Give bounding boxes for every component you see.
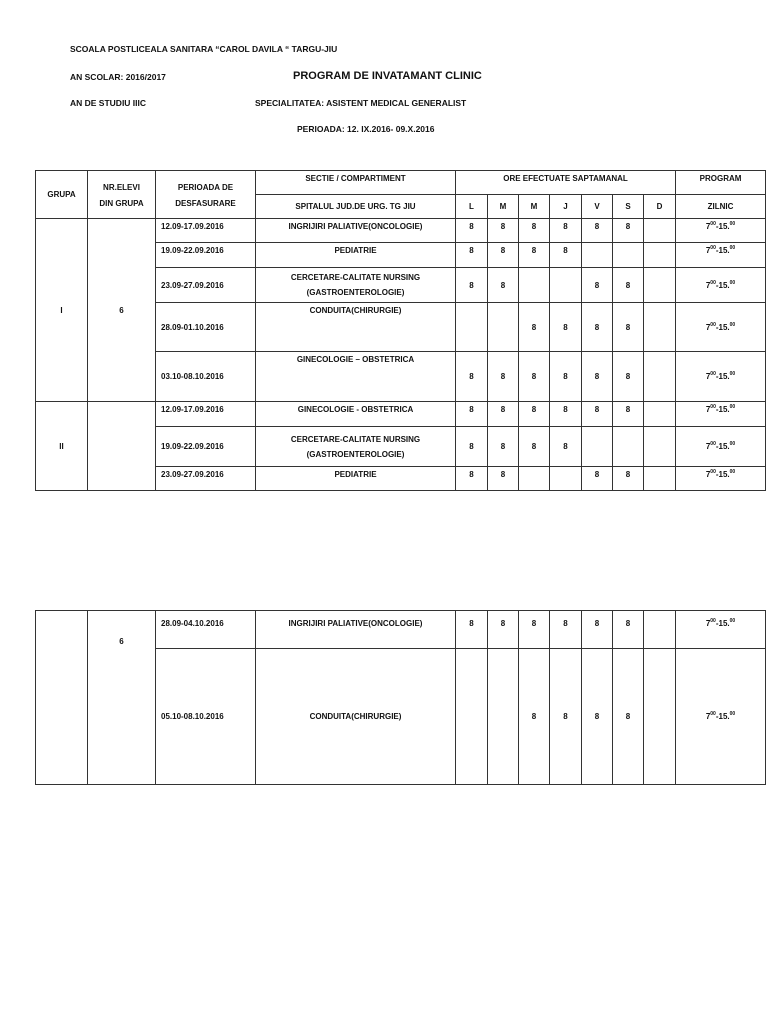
hour-cell — [613, 243, 644, 268]
hour-cell — [644, 402, 676, 427]
row-section: PEDIATRIE — [256, 243, 456, 268]
schedule-table-2 — [35, 610, 766, 785]
hour-cell: 8 — [456, 427, 488, 467]
col-perioada: PERIOADA DE DESFASURARE — [156, 171, 256, 219]
hour-cell: 8 — [582, 402, 613, 427]
hour-cell: 8 — [550, 219, 582, 243]
row-period: 23.09-27.09.2016 — [156, 268, 256, 303]
hour-cell: 8 — [519, 402, 550, 427]
hour-cell: 8 — [613, 268, 644, 303]
hour-cell — [456, 649, 488, 785]
table-row — [36, 402, 766, 427]
row-period: 28.09-01.10.2016 — [156, 303, 256, 352]
hour-cell: 8 — [488, 268, 519, 303]
col-zilnic: ZILNIC — [676, 195, 766, 219]
hour-cell — [644, 268, 676, 303]
hour-cell — [644, 649, 676, 785]
hour-cell: 8 — [613, 402, 644, 427]
row-section: CONDUITA(CHIRURGIE) — [256, 303, 456, 352]
hour-cell: 8 — [456, 243, 488, 268]
hour-cell: 8 — [613, 467, 644, 491]
row-section: PEDIATRIE — [256, 467, 456, 491]
row-period: 03.10-08.10.2016 — [156, 352, 256, 402]
hour-cell: 8 — [582, 268, 613, 303]
hour-cell — [644, 467, 676, 491]
hour-cell — [550, 268, 582, 303]
hour-cell: 8 — [613, 303, 644, 352]
hour-cell: 8 — [519, 611, 550, 649]
row-section: INGRIJIRI PALIATIVE(ONCOLOGIE) — [256, 219, 456, 243]
day-m1: M — [488, 195, 519, 219]
hour-cell: 8 — [456, 611, 488, 649]
day-l: L — [456, 195, 488, 219]
row-section: GINECOLOGIE – OBSTETRICA — [256, 352, 456, 402]
hour-cell: 8 — [519, 352, 550, 402]
daily-program: $7^{00}-15.00$ — [676, 467, 766, 491]
daily-program: $7^{00}-15.00$ — [676, 219, 766, 243]
hour-cell: 8 — [550, 611, 582, 649]
hour-cell — [644, 219, 676, 243]
hour-cell — [456, 303, 488, 352]
school-year: AN SCOLAR: 2016/2017 — [70, 72, 166, 82]
hour-cell: 8 — [582, 467, 613, 491]
daily-program: $7^{00}-15.00$ — [676, 243, 766, 268]
hour-cell: 8 — [519, 303, 550, 352]
group-count — [88, 402, 156, 491]
hour-cell — [488, 649, 519, 785]
hour-cell — [519, 467, 550, 491]
daily-program: $7^{00}-15.00$ — [676, 427, 766, 467]
hour-cell: 8 — [613, 219, 644, 243]
hour-cell: 8 — [582, 352, 613, 402]
table-row — [36, 219, 766, 243]
row-period: 28.09-04.10.2016 — [156, 611, 256, 649]
row-period: 23.09-27.09.2016 — [156, 467, 256, 491]
row-section: CONDUITA(CHIRURGIE) — [256, 649, 456, 785]
row-period: 19.09-22.09.2016 — [156, 243, 256, 268]
group-count: 6 — [88, 219, 156, 402]
table-row — [36, 611, 766, 649]
row-section: CERCETARE-CALITATE NURSING (GASTROENTEROLOGIE) — [256, 427, 456, 467]
row-section: INGRIJIRI PALIATIVE(ONCOLOGIE) — [256, 611, 456, 649]
hour-cell — [644, 427, 676, 467]
group-label — [36, 611, 88, 785]
hour-cell — [582, 243, 613, 268]
hour-cell: 8 — [456, 219, 488, 243]
hour-cell — [644, 352, 676, 402]
col-program: PROGRAM — [676, 171, 766, 195]
row-section: GINECOLOGIE - OBSTETRICA — [256, 402, 456, 427]
daily-program: $7^{00}-15.00$ — [676, 352, 766, 402]
hour-cell: 8 — [456, 402, 488, 427]
school-name: SCOALA POSTLICEALA SANITARA “CAROL DAVILA “ TARGU-JIU — [70, 44, 338, 54]
group-label: I — [36, 219, 88, 402]
hour-cell: 8 — [613, 611, 644, 649]
schedule-table-1 — [35, 170, 766, 491]
daily-program: $7^{00}-15.00$ — [676, 268, 766, 303]
hour-cell: 8 — [582, 611, 613, 649]
hour-cell: 8 — [519, 427, 550, 467]
hour-cell: 8 — [488, 219, 519, 243]
hour-cell — [644, 611, 676, 649]
hour-cell: 8 — [519, 649, 550, 785]
col-sectie: SECTIE / COMPARTIMENT — [256, 171, 456, 195]
hour-cell: 8 — [456, 467, 488, 491]
hour-cell: 8 — [550, 402, 582, 427]
day-v: V — [582, 195, 613, 219]
hour-cell: 8 — [550, 243, 582, 268]
row-period: 12.09-17.09.2016 — [156, 219, 256, 243]
study-year: AN DE STUDIU IIIC — [70, 98, 147, 108]
hour-cell: 8 — [582, 649, 613, 785]
day-j: J — [550, 195, 582, 219]
hour-cell — [582, 427, 613, 467]
period: PERIOADA: 12. IX.2016- 09.X.2016 — [297, 124, 435, 134]
row-period: 05.10-08.10.2016 — [156, 649, 256, 785]
hour-cell: 8 — [488, 467, 519, 491]
hour-cell: 8 — [488, 427, 519, 467]
col-ore: ORE EFECTUATE SAPTAMANAL — [456, 171, 676, 195]
daily-program: $7^{00}-15.00$ — [676, 402, 766, 427]
hour-cell: 8 — [488, 243, 519, 268]
hour-cell: 8 — [613, 649, 644, 785]
hour-cell: 8 — [582, 303, 613, 352]
hour-cell: 8 — [456, 352, 488, 402]
hour-cell: 8 — [488, 402, 519, 427]
specialty: SPECIALITATEA: ASISTENT MEDICAL GENERALIST — [255, 98, 467, 108]
hour-cell: 8 — [488, 352, 519, 402]
row-section: CERCETARE-CALITATE NURSING (GASTROENTEROLOGIE) — [256, 268, 456, 303]
hour-cell — [644, 243, 676, 268]
document-title: PROGRAM DE INVATAMANT CLINIC — [293, 70, 482, 82]
day-s: S — [613, 195, 644, 219]
hour-cell: 8 — [456, 268, 488, 303]
daily-program: $7^{00}-15.00$ — [676, 303, 766, 352]
hour-cell — [488, 303, 519, 352]
row-period: 19.09-22.09.2016 — [156, 427, 256, 467]
hour-cell — [550, 467, 582, 491]
col-nr-elevi: NR.ELEVI DIN GRUPA — [88, 171, 156, 219]
hour-cell: 8 — [613, 352, 644, 402]
day-m2: M — [519, 195, 550, 219]
group-count: 6 — [88, 611, 156, 785]
hour-cell — [644, 303, 676, 352]
row-period: 12.09-17.09.2016 — [156, 402, 256, 427]
col-grupa: GRUPA — [36, 171, 88, 219]
day-d: D — [644, 195, 676, 219]
hour-cell: 8 — [582, 219, 613, 243]
hour-cell: 8 — [550, 303, 582, 352]
daily-program: $7^{00}-15.00$ — [676, 649, 766, 785]
col-spital: SPITALUL JUD.DE URG. TG JIU — [256, 195, 456, 219]
hour-cell: 8 — [488, 611, 519, 649]
hour-cell: 8 — [550, 427, 582, 467]
group-label: II — [36, 402, 88, 491]
hour-cell — [613, 427, 644, 467]
hour-cell: 8 — [519, 219, 550, 243]
hour-cell: 8 — [550, 649, 582, 785]
hour-cell — [519, 268, 550, 303]
hour-cell: 8 — [519, 243, 550, 268]
hour-cell: 8 — [550, 352, 582, 402]
daily-program: $7^{00}-15.00$ — [676, 611, 766, 649]
